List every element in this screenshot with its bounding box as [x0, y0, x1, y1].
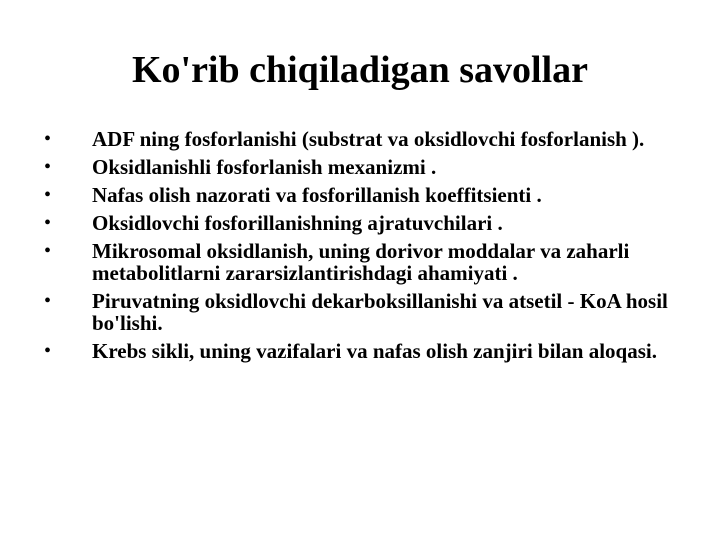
bullet-icon: •	[44, 156, 52, 178]
list-item	[44, 156, 674, 178]
list-item-text: Oksidlanishli fosforlanish mexanizmi .	[92, 155, 437, 179]
list-item-text: Nafas olish nazorati va fosforillanish koeffitsienti .	[92, 183, 542, 207]
bullet-icon: •	[44, 184, 52, 206]
bullet-list	[44, 128, 674, 368]
bullet-icon: •	[44, 212, 52, 234]
list-item-text: ADF ning fosforlanishi (substrat va oksidlovchi fosforlanish ).	[92, 127, 645, 151]
bullet-icon: •	[44, 290, 52, 312]
slide-title: Ko'rib chiqiladigan savollar	[131, 49, 589, 91]
list-item	[44, 212, 674, 234]
bullet-icon: •	[44, 128, 52, 150]
list-item-text: Krebs sikli, uning vazifalari va nafas olish zanjiri bilan aloqasi.	[92, 339, 657, 363]
list-item	[44, 290, 674, 334]
list-item	[44, 240, 674, 284]
list-item	[44, 184, 674, 206]
list-item-text: Oksidlovchi fosforillanishning ajratuvchilari .	[92, 211, 503, 235]
list-item-text: Mikrosomal oksidlanish, uning dorivor moddalar va zaharli metabolitlarni zararsizlantirishdagi ahamiyati .	[92, 239, 630, 285]
list-item-text: Piruvatning oksidlovchi dekarboksillanishi va atsetil - KoA hosil bo'lishi.	[92, 289, 668, 335]
bullet-icon: •	[44, 340, 52, 362]
bullet-icon: •	[44, 240, 52, 262]
list-item	[44, 340, 674, 362]
list-item	[44, 128, 674, 150]
